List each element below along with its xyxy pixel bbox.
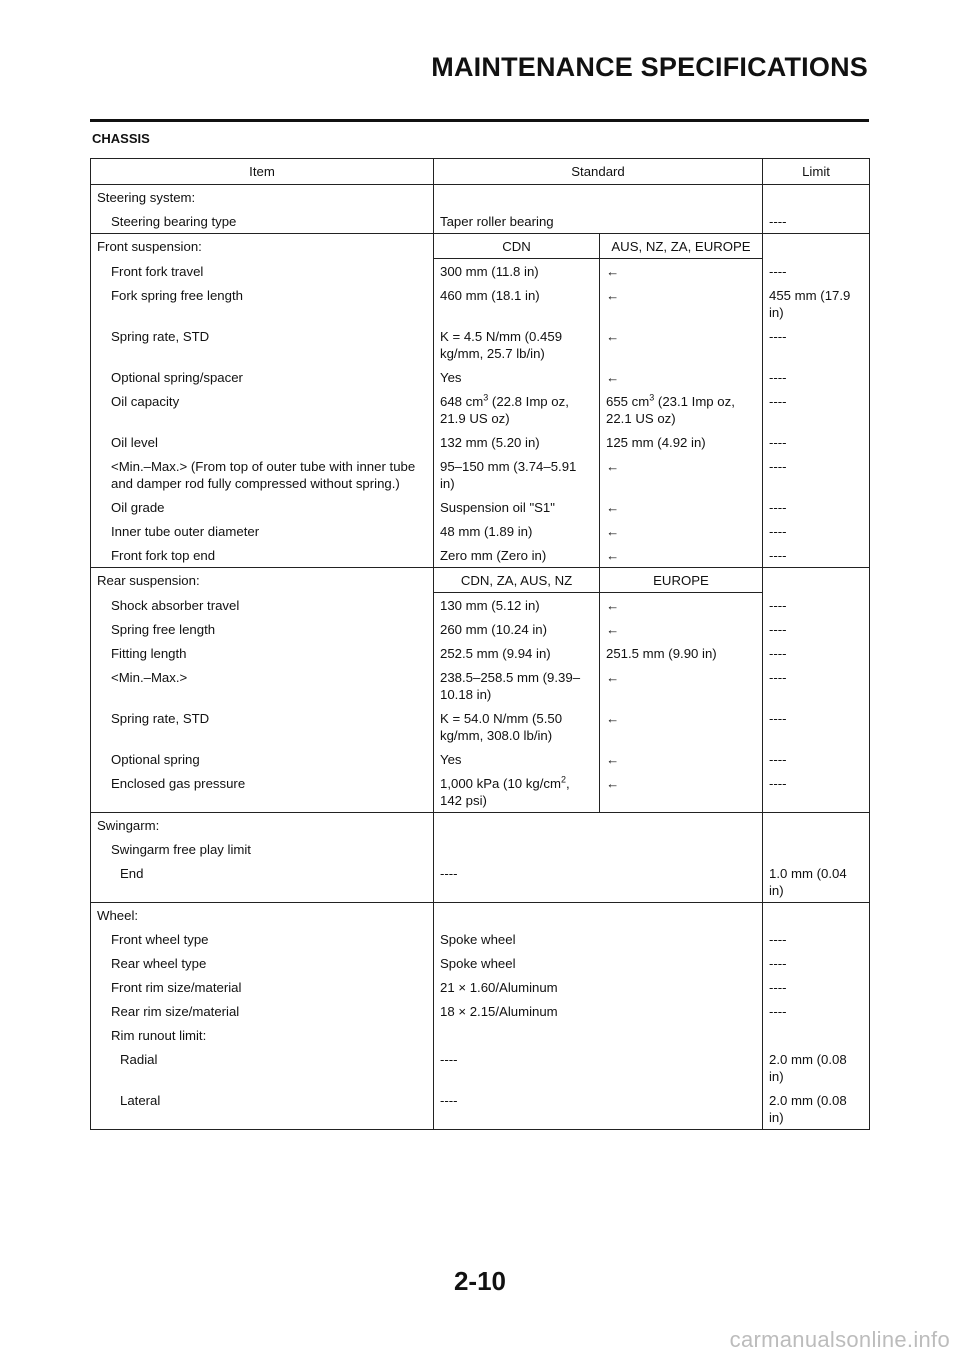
- standard-cell: 300 mm (11.8 in): [434, 259, 600, 284]
- limit-cell: ----: [763, 747, 870, 771]
- item-cell: Lateral: [120, 1093, 161, 1108]
- standard-cell: Suspension oil "S1": [434, 495, 600, 519]
- item-cell: Steering bearing type: [111, 214, 237, 229]
- standard-cell: 132 mm (5.20 in): [434, 430, 600, 454]
- value-prefix: 648 cm: [440, 394, 484, 409]
- standard-cell: ----: [434, 1047, 763, 1088]
- arrow-icon: ←: [600, 706, 763, 747]
- rear-suspension-section: [91, 568, 870, 813]
- item-cell: Optional spring/spacer: [111, 370, 243, 385]
- chassis-spec-table: [90, 158, 870, 1130]
- unit-superscript: 3: [483, 392, 489, 403]
- table-row: [91, 430, 870, 454]
- unit-superscript: 2: [560, 774, 566, 785]
- item-cell: Oil grade: [111, 500, 165, 515]
- table-row: [91, 365, 870, 389]
- item-cell: Spring rate, STD: [111, 711, 210, 726]
- item-cell: Rear wheel type: [111, 956, 207, 971]
- standard-cell: [434, 389, 600, 430]
- front-suspension-heading: Front suspension:: [97, 239, 202, 254]
- table-row: [91, 593, 870, 618]
- standard-cell: 252.5 mm (9.94 in): [434, 641, 600, 665]
- item-cell: Swingarm free play limit: [111, 842, 251, 857]
- item-cell: End: [120, 866, 144, 881]
- limit-cell: ----: [763, 951, 870, 975]
- limit-cell: ----: [763, 430, 870, 454]
- item-cell: Front wheel type: [111, 932, 209, 947]
- standard-cell: K = 54.0 N/mm (5.50 kg/mm, 308.0 lb/in): [434, 706, 600, 747]
- limit-cell: ----: [763, 641, 870, 665]
- arrow-icon: ←: [600, 495, 763, 519]
- standard-cell: 95–150 mm (3.74–5.91 in): [434, 454, 600, 495]
- front-suspension-section: [91, 234, 870, 568]
- limit-cell: ----: [763, 454, 870, 495]
- header-standard: Standard: [434, 159, 763, 185]
- limit-cell: ----: [763, 593, 870, 618]
- arrow-icon: ←: [600, 259, 763, 284]
- unit-superscript: 3: [649, 392, 655, 403]
- item-cell: Rim runout limit:: [111, 1028, 207, 1043]
- table-row: [91, 543, 870, 568]
- table-row: [91, 519, 870, 543]
- limit-cell: 2.0 mm (0.08 in): [763, 1047, 870, 1088]
- steering-section: [91, 185, 870, 234]
- limit-cell: ----: [763, 927, 870, 951]
- table-row: [91, 927, 870, 951]
- limit-cell: ----: [763, 365, 870, 389]
- item-cell: Fitting length: [111, 646, 187, 661]
- value-suffix: , 142 psi): [440, 776, 570, 808]
- arrow-icon: ←: [600, 543, 763, 568]
- limit-cell: ----: [763, 259, 870, 284]
- limit-cell: ----: [763, 771, 870, 813]
- item-cell: Oil level: [111, 435, 158, 450]
- standard-cell: ----: [434, 1088, 763, 1130]
- rear-suspension-heading: Rear suspension:: [97, 573, 200, 588]
- standard-cell: 21 × 1.60/Aluminum: [434, 975, 763, 999]
- header-limit: Limit: [763, 159, 870, 185]
- limit-cell: ----: [763, 324, 870, 365]
- limit-cell: 2.0 mm (0.08 in): [763, 1088, 870, 1130]
- standard-cell: Yes: [434, 365, 600, 389]
- table-header-row: [91, 159, 870, 185]
- item-cell: Spring rate, STD: [111, 329, 210, 344]
- standard-cell: 18 × 2.15/Aluminum: [434, 999, 763, 1023]
- arrow-icon: ←: [600, 365, 763, 389]
- arrow-icon: ←: [600, 747, 763, 771]
- table-row: [91, 283, 870, 324]
- value-prefix: 655 cm: [606, 394, 650, 409]
- standard-cell: 130 mm (5.12 in): [434, 593, 600, 618]
- limit-cell: 1.0 mm (0.04 in): [763, 861, 870, 903]
- standard-cell: 48 mm (1.89 in): [434, 519, 600, 543]
- standard-cell: Taper roller bearing: [434, 209, 763, 234]
- table-row: [91, 185, 870, 210]
- arrow-icon: ←: [600, 454, 763, 495]
- standard-cell: 260 mm (10.24 in): [434, 617, 600, 641]
- arrow-icon: ←: [600, 665, 763, 706]
- standard-cell: Yes: [434, 747, 600, 771]
- item-cell: Fork spring free length: [111, 288, 243, 303]
- standard-cell: 251.5 mm (9.90 in): [600, 641, 763, 665]
- table-row: [91, 234, 870, 259]
- standard-cell: ----: [434, 861, 763, 903]
- table-row: [91, 771, 870, 813]
- arrow-icon: ←: [600, 593, 763, 618]
- standard-cell: K = 4.5 N/mm (0.459 kg/mm, 25.7 lb/in): [434, 324, 600, 365]
- limit-cell: 455 mm (17.9 in): [763, 283, 870, 324]
- region-column-aus-nz-za-europe: AUS, NZ, ZA, EUROPE: [600, 234, 763, 259]
- item-cell: <Min.–Max.>: [111, 670, 188, 685]
- section-title: CHASSIS: [92, 131, 150, 146]
- table-row: [91, 454, 870, 495]
- table-row: [91, 903, 870, 928]
- standard-cell: Spoke wheel: [434, 927, 763, 951]
- standard-cell: [600, 389, 763, 430]
- limit-cell: ----: [763, 975, 870, 999]
- item-cell: Spring free length: [111, 622, 216, 637]
- table-row: [91, 568, 870, 593]
- item-cell: Oil capacity: [111, 394, 180, 409]
- item-cell: Rear rim size/material: [111, 1004, 240, 1019]
- table-row: [91, 747, 870, 771]
- table-row: [91, 861, 870, 903]
- arrow-icon: ←: [600, 519, 763, 543]
- table-row: [91, 951, 870, 975]
- limit-cell: ----: [763, 389, 870, 430]
- arrow-icon: ←: [600, 771, 763, 813]
- item-cell: Shock absorber travel: [111, 597, 240, 613]
- standard-cell: [434, 771, 600, 813]
- arrow-icon: ←: [600, 617, 763, 641]
- standard-cell: 238.5–258.5 mm (9.39–10.18 in): [434, 665, 600, 706]
- table-row: [91, 837, 870, 861]
- table-row: [91, 665, 870, 706]
- page-title: MAINTENANCE SPECIFICATIONS: [431, 52, 868, 82]
- region-column-cdn: CDN: [434, 234, 600, 259]
- item-cell: <Min.–Max.> (From top of outer tube with inner tube and damper rod fully compressed without spring.): [111, 459, 416, 491]
- limit-cell: ----: [763, 495, 870, 519]
- table-row: [91, 999, 870, 1023]
- table-row: [91, 259, 870, 284]
- limit-cell: ----: [763, 665, 870, 706]
- wheel-heading: Wheel:: [97, 908, 139, 923]
- steering-heading: Steering system:: [97, 190, 196, 205]
- item-cell: Radial: [120, 1052, 158, 1067]
- limit-cell: ----: [763, 706, 870, 747]
- limit-cell: ----: [763, 519, 870, 543]
- table-row: [91, 389, 870, 430]
- table-row: [91, 617, 870, 641]
- item-cell: Front rim size/material: [111, 980, 242, 995]
- swingarm-section: [91, 813, 870, 903]
- table-row: [91, 495, 870, 519]
- item-cell: Inner tube outer diameter: [111, 524, 260, 539]
- table-row: [91, 813, 870, 838]
- limit-cell: ----: [763, 543, 870, 568]
- table-row: [91, 209, 870, 234]
- standard-cell: Zero mm (Zero in): [434, 543, 600, 568]
- table-row: [91, 641, 870, 665]
- limit-cell: ----: [763, 617, 870, 641]
- value-suffix: (23.1 Imp oz, 22.1 US oz): [606, 394, 735, 426]
- swingarm-heading: Swingarm:: [97, 818, 160, 833]
- limit-cell: ----: [763, 209, 870, 234]
- table-row: [91, 324, 870, 365]
- title-divider: [90, 119, 869, 122]
- value-suffix: (22.8 Imp oz, 21.9 US oz): [440, 394, 569, 426]
- table-row: [91, 706, 870, 747]
- table-row: [91, 975, 870, 999]
- table-row: [91, 1047, 870, 1088]
- arrow-icon: ←: [600, 283, 763, 324]
- item-cell: Front fork top end: [111, 548, 216, 563]
- wheel-section: [91, 903, 870, 1130]
- table-row: [91, 1088, 870, 1130]
- table-row: [91, 1023, 870, 1047]
- watermark: carmanualsonline.info: [729, 1327, 950, 1352]
- standard-cell: 125 mm (4.92 in): [600, 430, 763, 454]
- value-prefix: 1,000 kPa (10 kg/cm: [440, 776, 561, 791]
- standard-cell: Spoke wheel: [434, 951, 763, 975]
- item-cell: Optional spring: [111, 752, 200, 767]
- region-column-europe: EUROPE: [600, 568, 763, 593]
- page-number: 2-10: [453, 1266, 507, 1296]
- header-item: Item: [91, 159, 434, 185]
- limit-cell: ----: [763, 999, 870, 1023]
- arrow-icon: ←: [600, 324, 763, 365]
- region-column-cdn-za-aus-nz: CDN, ZA, AUS, NZ: [434, 568, 600, 593]
- item-cell: Enclosed gas pressure: [111, 776, 246, 791]
- item-cell: Front fork travel: [111, 263, 204, 279]
- standard-cell: 460 mm (18.1 in): [434, 283, 600, 324]
